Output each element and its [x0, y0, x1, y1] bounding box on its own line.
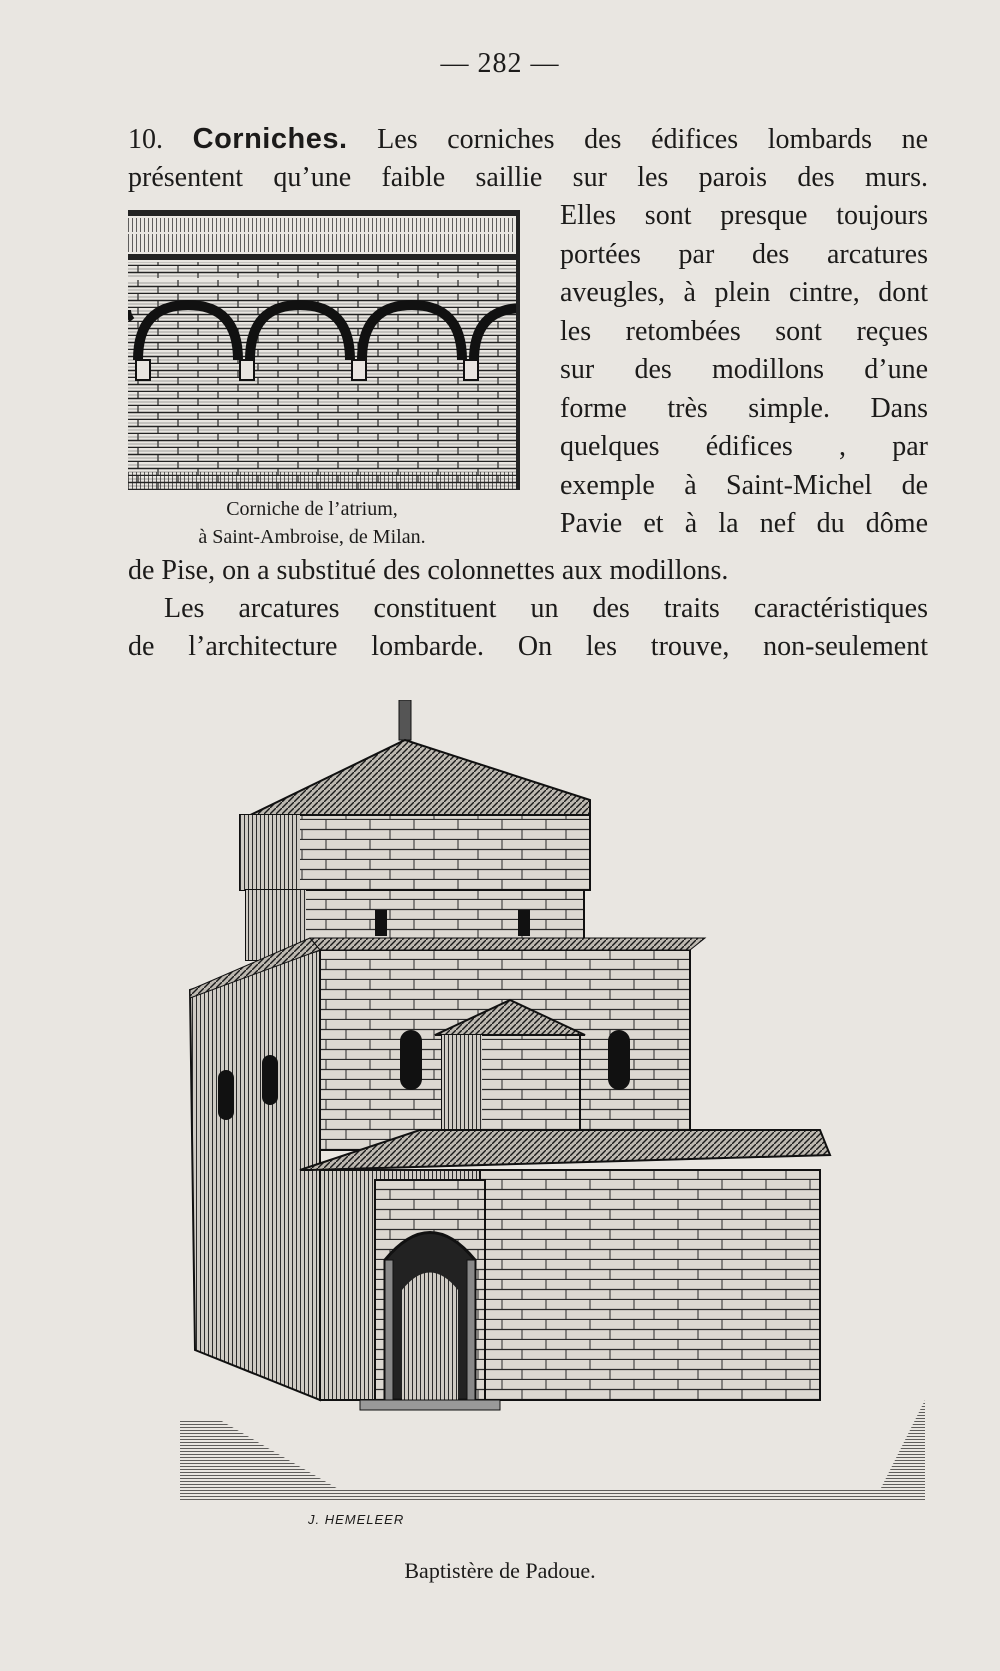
right-line: aveugles, à plein cintre, dont: [560, 277, 928, 308]
right-column-text: [560, 197, 928, 544]
right-line: portées par des arcatures: [560, 238, 928, 270]
right-line: forme très simple. Dans: [560, 392, 928, 424]
baptistery-illustration: [180, 700, 925, 1520]
right-line: Pavie et à la nef du dôme: [560, 508, 928, 539]
engraver-signature: J. HEMELEER: [308, 1512, 405, 1527]
right-line: exemple à Saint-Michel de: [560, 469, 928, 501]
corniche-figure: [128, 210, 520, 490]
baptistery-caption: Baptistère de Padoue.: [404, 1558, 596, 1583]
corniche-caption: [122, 495, 502, 551]
section-intro: [128, 120, 928, 197]
body-line: Les arcatures constituent un des traits caractéristiques: [164, 593, 928, 624]
intro-line-1-rest: Les corniches des édifices lombards ne: [377, 124, 929, 155]
body-line: de Pise, on a substitué des colonnettes aux modillons.: [128, 555, 729, 586]
corniche-caption-line-1: Corniche de l’atrium,: [226, 498, 398, 520]
section-number: 10.: [128, 124, 163, 155]
right-line: Elles sont presque toujours: [560, 200, 928, 231]
body-line: de l’architecture lombarde. On les trouve, non-seulement: [128, 631, 928, 662]
corniche-caption-line-2: à Saint-Ambroise, de Milan.: [198, 526, 426, 548]
page-number: — 282 —: [440, 48, 560, 79]
section-title: Corniches.: [192, 123, 348, 155]
intro-line-1: [128, 120, 928, 159]
right-line: quelques édifices , par: [560, 431, 928, 462]
right-line: les retombées sont reçues: [560, 315, 928, 347]
right-line: sur des modillons d’une: [560, 354, 928, 385]
intro-line-2: présentent qu’une faible saillie sur les parois des murs.: [128, 162, 928, 193]
body-paragraph: [128, 552, 928, 666]
